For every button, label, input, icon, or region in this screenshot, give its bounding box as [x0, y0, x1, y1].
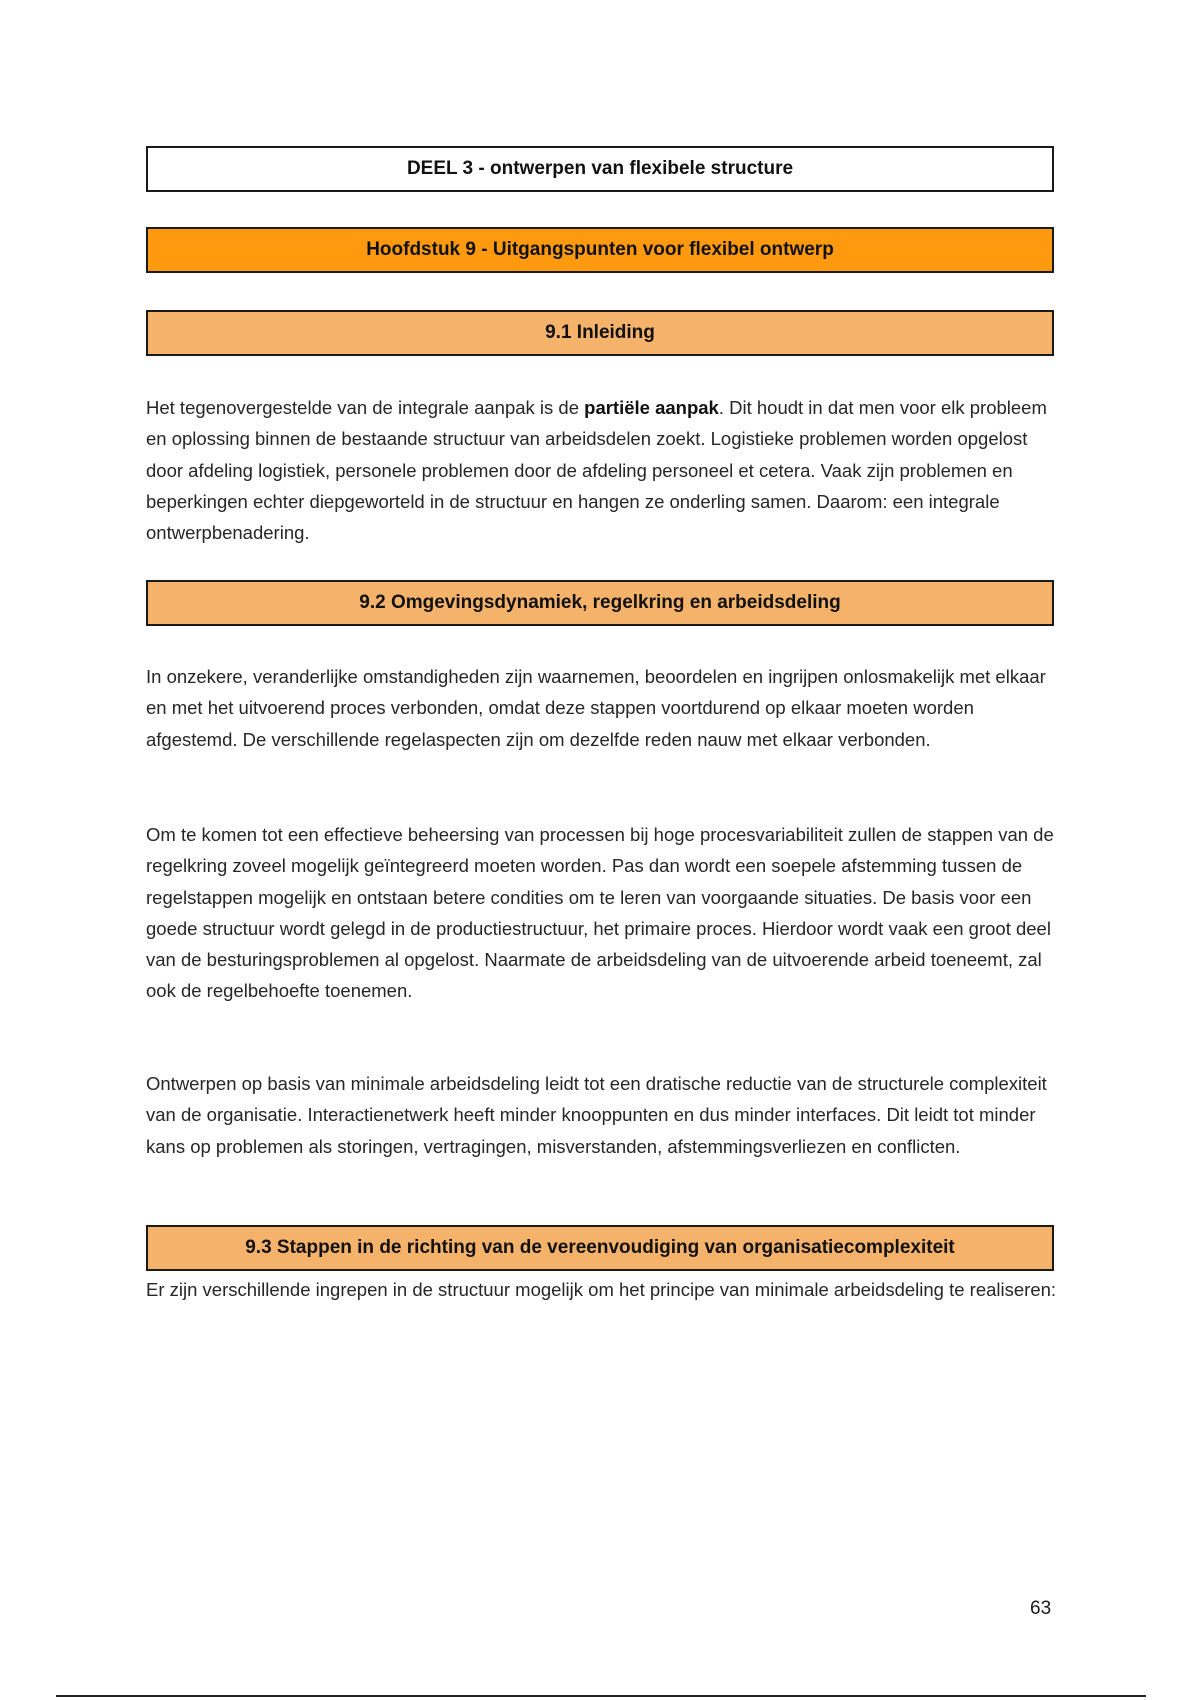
section-header-9-2 [146, 580, 1054, 626]
part-header [146, 146, 1054, 192]
paragraph-text: Het tegenovergestelde van de integrale aanpak is de [146, 397, 585, 418]
section-title: 9.1 Inleiding [545, 322, 655, 343]
paragraph-9-2-1: In onzekere, veranderlijke omstandigheden zijn waarnemen, beoordelen en ingrijpen onlosmakelijk met elkaar en met het uitvoerend proces verbonden, omdat deze stappen voortdurend op elkaar moeten worden afgestemd. De verschillende regelaspecten zijn om dezelfde reden nauw met elkaar verbonden. [146, 666, 1046, 750]
paragraph-9-3-1: Er zijn verschillende ingrepen in de structuur mogelijk om het principe van minimale arbeidsdeling te realiseren: [146, 1279, 1057, 1300]
chapter-header-text: Hoofdstuk 9 - Uitgangspunten voor flexibel ontwerp [366, 239, 834, 260]
section-title: 9.3 Stappen in de richting van de vereenvoudiging van organisatiecomplexiteit [245, 1237, 955, 1258]
bold-term: partiële aanpak [584, 397, 719, 418]
paragraph-9-2-3: Ontwerpen op basis van minimale arbeidsdeling leidt tot een dratische reductie van de structurele complexiteit van de organisatie. Interactienetwerk heeft minder knooppunten en dus minder interfaces. Dit leidt tot minder kans op problemen als storingen, vertragingen, misverstanden, afstemmingsverliezen en conflicten. [146, 1073, 1047, 1157]
bottom-divider [56, 1695, 1146, 1697]
section-title: 9.2 Omgevingsdynamiek, regelkring en arbeidsdeling [359, 592, 841, 613]
paragraph-intro [146, 392, 1066, 548]
section-header-9-3 [146, 1225, 1054, 1271]
section-header-9-1 [146, 310, 1054, 356]
paragraph-9-2-2: Om te komen tot een effectieve beheersing van processen bij hoge procesvariabiliteit zullen de stappen van de regelkring zoveel mogelijk geïntegreerd moeten worden. Pas dan wordt een soepele afstemming tussen de regelstappen mogelijk en ontstaan betere condities om te leren van voorgaande situaties. De basis voor een goede structuur wordt gelegd in de productiestructuur, het primaire proces. Hierdoor wordt vaak een groot deel van de besturingsproblemen al opgelost. Naarmate de arbeidsdeling van de uitvoerende arbeid toeneemt, zal ook de regelbehoefte toenemen. [146, 824, 1054, 1002]
part-header-text: DEEL 3 - ontwerpen van flexibele structure [406, 158, 794, 179]
paragraph-text: . Dit houdt in dat men voor elk probleem en oplossing binnen de bestaande structuur van arbeidsdelen zoekt. Logistieke problemen worden opgelost door afdeling logistiek, personele problemen door de afdeling personeel et cetera. Vaak zijn problemen en beperkingen echter diepgeworteld in de structuur en hangen ze onderling samen. Daarom: een integrale ontwerpbenadering. [146, 397, 1047, 544]
chapter-header [146, 227, 1054, 273]
page-number: 63 [1030, 1598, 1052, 1619]
